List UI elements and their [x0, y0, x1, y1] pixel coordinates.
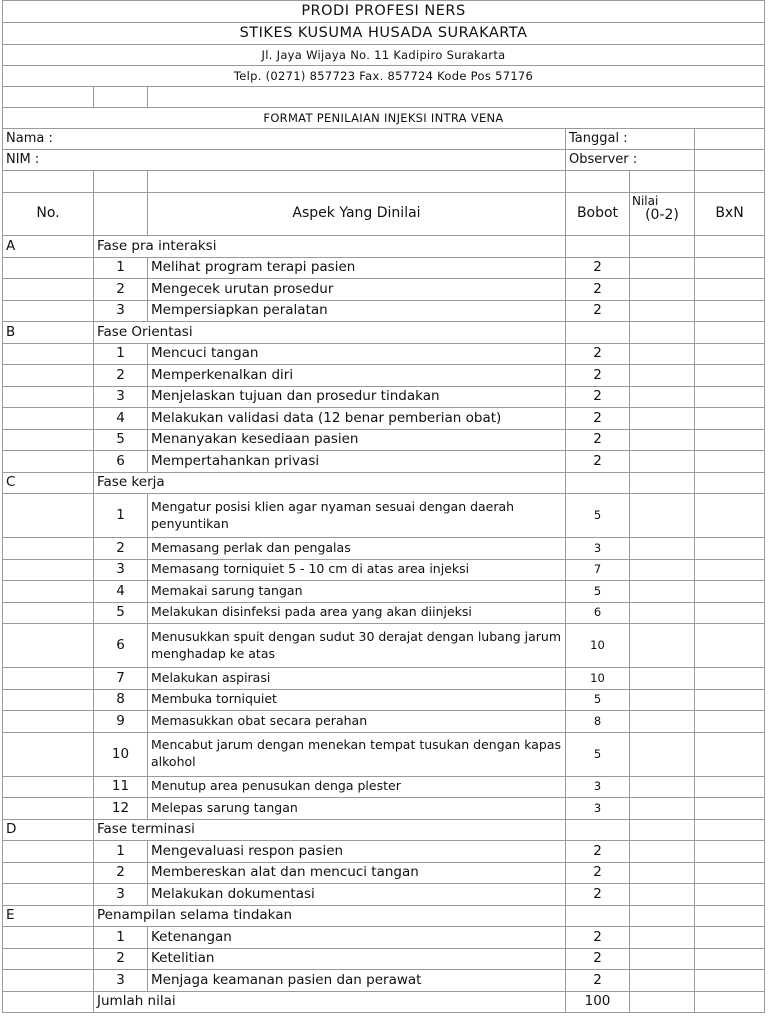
item-bobot: 7	[566, 559, 630, 581]
table-row	[3, 257, 765, 279]
bxn-cell	[695, 257, 765, 279]
item-bobot: 2	[566, 429, 630, 451]
table-row	[3, 862, 765, 884]
nilai-cell[interactable]	[630, 927, 695, 949]
col-header-bobot: Bobot	[566, 193, 630, 236]
table-row	[3, 559, 765, 581]
empty-cell	[3, 970, 94, 992]
empty-cell	[3, 408, 94, 430]
item-number: 4	[94, 581, 148, 603]
bxn-cell	[695, 798, 765, 820]
bobot-cell	[566, 472, 630, 494]
table-row	[3, 343, 765, 365]
bxn-cell	[695, 970, 765, 992]
bxn-cell	[695, 711, 765, 733]
nilai-cell[interactable]	[630, 386, 695, 408]
nilai-cell[interactable]	[630, 841, 695, 863]
table-row	[3, 948, 765, 970]
empty-cell	[3, 776, 94, 798]
item-text: Melihat program terapi pasien	[148, 257, 566, 279]
item-number: 1	[94, 841, 148, 863]
bobot-cell	[566, 819, 630, 841]
bxn-cell	[695, 451, 765, 473]
item-text: Mengatur posisi klien agar nyaman sesuai dengan daerah penyuntikan	[148, 494, 566, 538]
institution-name: STIKES KUSUMA HUSADA SURAKARTA	[3, 23, 765, 45]
item-text: Memakai sarung tangan	[148, 581, 566, 603]
bxn-cell	[695, 732, 765, 776]
bxn-cell	[695, 300, 765, 322]
table-row	[3, 732, 765, 776]
section-letter: B	[3, 322, 94, 344]
empty-cell	[3, 689, 94, 711]
section-row	[3, 236, 765, 258]
col-header-nilai	[630, 193, 695, 236]
section-title: Fase Orientasi	[94, 322, 566, 344]
bxn-cell	[695, 494, 765, 538]
bxn-cell	[695, 841, 765, 863]
table-row	[3, 841, 765, 863]
item-number: 6	[94, 624, 148, 668]
institution-program: PRODI PROFESI NERS	[3, 1, 765, 23]
item-bobot: 2	[566, 386, 630, 408]
empty-cell	[630, 171, 695, 193]
item-bobot: 5	[566, 689, 630, 711]
nilai-cell[interactable]	[630, 798, 695, 820]
bxn-cell	[695, 429, 765, 451]
nilai-cell[interactable]	[630, 494, 695, 538]
item-number: 3	[94, 970, 148, 992]
section-letter: A	[3, 236, 94, 258]
item-bobot: 5	[566, 581, 630, 603]
section-row	[3, 472, 765, 494]
table-row	[3, 776, 765, 798]
section-title: Penampilan selama tindakan	[94, 905, 566, 927]
table-row	[3, 581, 765, 603]
bxn-cell	[695, 624, 765, 668]
item-text: Memasang perlak dan pengalas	[148, 538, 566, 560]
assessment-sheet	[2, 0, 764, 1013]
item-text: Menanyakan kesediaan pasien	[148, 429, 566, 451]
item-text: Melepas sarung tangan	[148, 798, 566, 820]
nim-field[interactable]: NIM :	[3, 150, 566, 171]
item-number: 1	[94, 343, 148, 365]
empty-cell	[3, 884, 94, 906]
nilai-cell[interactable]	[630, 948, 695, 970]
empty-cell	[3, 711, 94, 733]
nilai-cell[interactable]	[630, 668, 695, 690]
empty-cell	[3, 927, 94, 949]
nilai-cell[interactable]	[630, 884, 695, 906]
observer-field[interactable]: Observer :	[566, 150, 695, 171]
item-number: 5	[94, 602, 148, 624]
item-text: Membuka torniquiet	[148, 689, 566, 711]
item-number: 12	[94, 798, 148, 820]
nilai-cell[interactable]	[630, 538, 695, 560]
empty-cell	[3, 559, 94, 581]
item-number: 1	[94, 494, 148, 538]
bxn-cell	[695, 538, 765, 560]
empty-cell	[3, 451, 94, 473]
item-text: Mempertahankan privasi	[148, 451, 566, 473]
item-text: Ketelitian	[148, 948, 566, 970]
section-title: Fase terminasi	[94, 819, 566, 841]
nilai-cell[interactable]	[630, 429, 695, 451]
bobot-cell	[566, 905, 630, 927]
table-row	[3, 429, 765, 451]
item-number: 3	[94, 300, 148, 322]
bxn-cell	[695, 884, 765, 906]
tanggal-field[interactable]: Tanggal :	[566, 129, 695, 150]
item-text: Menutup area penusukan denga plester	[148, 776, 566, 798]
assessment-rows	[3, 236, 765, 1013]
nilai-cell[interactable]	[630, 689, 695, 711]
nilai-cell[interactable]	[630, 711, 695, 733]
table-row	[3, 279, 765, 301]
item-bobot: 10	[566, 668, 630, 690]
nilai-cell[interactable]	[630, 451, 695, 473]
bxn-cell	[695, 668, 765, 690]
item-number: 2	[94, 538, 148, 560]
bxn-cell	[695, 862, 765, 884]
empty-cell	[3, 87, 94, 108]
item-text: Mencuci tangan	[148, 343, 566, 365]
item-bobot: 2	[566, 862, 630, 884]
nilai-cell[interactable]	[630, 365, 695, 387]
form-title: FORMAT PENILAIAN INJEKSI INTRA VENA	[3, 108, 765, 129]
nilai-cell[interactable]	[630, 970, 695, 992]
table-row	[3, 300, 765, 322]
empty-cell	[3, 279, 94, 301]
empty-cell	[3, 581, 94, 603]
total-row	[3, 991, 765, 1012]
institution-contact: Telp. (0271) 857723 Fax. 857724 Kode Pos 57176	[3, 66, 765, 87]
nilai-cell[interactable]	[630, 905, 695, 927]
nilai-cell[interactable]	[630, 862, 695, 884]
empty-cell	[695, 171, 765, 193]
item-number: 6	[94, 451, 148, 473]
empty-cell	[148, 87, 765, 108]
table-row	[3, 451, 765, 473]
institution-address: Jl. Jaya Wijaya No. 11 Kadipiro Surakarta	[3, 45, 765, 66]
nilai-cell[interactable]	[630, 732, 695, 776]
item-text: Melakukan validasi data (12 benar pemberian obat)	[148, 408, 566, 430]
empty-cell	[3, 668, 94, 690]
nilai-cell[interactable]	[630, 581, 695, 603]
section-title: Fase kerja	[94, 472, 566, 494]
table-row	[3, 624, 765, 668]
bobot-cell	[566, 236, 630, 258]
nilai-cell[interactable]	[630, 343, 695, 365]
bxn-cell	[695, 776, 765, 798]
bxn-cell	[695, 689, 765, 711]
item-bobot: 2	[566, 841, 630, 863]
section-row	[3, 322, 765, 344]
item-bobot: 2	[566, 451, 630, 473]
empty-cell	[695, 129, 765, 150]
empty-cell	[3, 948, 94, 970]
bxn-cell	[695, 819, 765, 841]
table-row	[3, 494, 765, 538]
table-row	[3, 408, 765, 430]
nilai-cell[interactable]	[630, 819, 695, 841]
item-number: 3	[94, 386, 148, 408]
item-text: Mempersiapkan peralatan	[148, 300, 566, 322]
section-letter: D	[3, 819, 94, 841]
empty-cell	[3, 365, 94, 387]
item-text: Menusukkan spuit dengan sudut 30 derajat dengan lubang jarum menghadap ke atas	[148, 624, 566, 668]
item-text: Melakukan disinfeksi pada area yang akan diinjeksi	[148, 602, 566, 624]
bobot-cell	[566, 322, 630, 344]
item-number: 4	[94, 408, 148, 430]
item-bobot: 2	[566, 408, 630, 430]
item-bobot: 3	[566, 776, 630, 798]
section-letter: E	[3, 905, 94, 927]
item-bobot: 2	[566, 365, 630, 387]
item-bobot: 2	[566, 970, 630, 992]
table-row	[3, 668, 765, 690]
empty-cell	[94, 171, 148, 193]
bxn-cell	[695, 948, 765, 970]
empty-cell	[148, 171, 566, 193]
item-bobot: 2	[566, 948, 630, 970]
nilai-cell[interactable]	[630, 322, 695, 344]
nilai-cell[interactable]	[630, 408, 695, 430]
empty-cell	[3, 991, 94, 1012]
bxn-cell	[695, 602, 765, 624]
table-row	[3, 711, 765, 733]
nama-field[interactable]: Nama :	[3, 129, 566, 150]
bxn-cell	[695, 927, 765, 949]
item-text: Membereskan alat dan mencuci tangan	[148, 862, 566, 884]
item-text: Memasukkan obat secara perahan	[148, 711, 566, 733]
col-header-no: No.	[3, 193, 94, 236]
bxn-cell	[695, 472, 765, 494]
empty-cell	[3, 386, 94, 408]
item-text: Memasang torniquiet 5 - 10 cm di atas area injeksi	[148, 559, 566, 581]
item-number: 11	[94, 776, 148, 798]
item-bobot: 2	[566, 257, 630, 279]
item-text: Mengecek urutan prosedur	[148, 279, 566, 301]
item-bobot: 5	[566, 732, 630, 776]
empty-cell	[3, 171, 94, 193]
item-number: 2	[94, 862, 148, 884]
nilai-cell[interactable]	[630, 991, 695, 1012]
nilai-label: Nilai	[632, 194, 659, 208]
item-number: 3	[94, 884, 148, 906]
item-bobot: 2	[566, 884, 630, 906]
empty-cell	[3, 732, 94, 776]
bxn-cell	[695, 905, 765, 927]
nilai-range: (0-2)	[645, 207, 679, 224]
item-number: 1	[94, 257, 148, 279]
item-bobot: 2	[566, 927, 630, 949]
item-number: 2	[94, 365, 148, 387]
nilai-cell[interactable]	[630, 300, 695, 322]
table-row	[3, 927, 765, 949]
nilai-cell[interactable]	[630, 279, 695, 301]
item-number: 2	[94, 948, 148, 970]
empty-cell	[3, 343, 94, 365]
bxn-cell	[695, 279, 765, 301]
item-number: 9	[94, 711, 148, 733]
item-text: Menjaga keamanan pasien dan perawat	[148, 970, 566, 992]
section-letter: C	[3, 472, 94, 494]
table-row	[3, 365, 765, 387]
item-number: 8	[94, 689, 148, 711]
nilai-cell[interactable]	[630, 236, 695, 258]
item-text: Mengevaluasi respon pasien	[148, 841, 566, 863]
item-bobot: 3	[566, 798, 630, 820]
nilai-cell[interactable]	[630, 776, 695, 798]
item-text: Melakukan aspirasi	[148, 668, 566, 690]
item-bobot: 8	[566, 711, 630, 733]
item-text: Mencabut jarum dengan menekan tempat tusukan dengan kapas alkohol	[148, 732, 566, 776]
col-header-sub	[94, 193, 148, 236]
section-title: Fase pra interaksi	[94, 236, 566, 258]
item-bobot: 10	[566, 624, 630, 668]
bxn-cell	[695, 386, 765, 408]
section-row	[3, 905, 765, 927]
bxn-cell	[695, 559, 765, 581]
bxn-cell	[695, 581, 765, 603]
empty-cell	[3, 494, 94, 538]
item-text: Ketenangan	[148, 927, 566, 949]
item-text: Menjelaskan tujuan dan prosedur tindakan	[148, 386, 566, 408]
bxn-cell	[695, 343, 765, 365]
table-row	[3, 970, 765, 992]
empty-cell	[3, 798, 94, 820]
empty-cell	[566, 171, 630, 193]
empty-cell	[3, 862, 94, 884]
bxn-cell	[695, 408, 765, 430]
col-header-aspek: Aspek Yang Dinilai	[148, 193, 566, 236]
section-row	[3, 819, 765, 841]
assessment-table	[2, 0, 765, 1013]
bxn-cell	[695, 322, 765, 344]
empty-cell	[94, 87, 148, 108]
empty-cell	[3, 257, 94, 279]
empty-cell	[695, 150, 765, 171]
total-bobot: 100	[566, 991, 630, 1012]
nilai-cell[interactable]	[630, 624, 695, 668]
total-label: Jumlah nilai	[94, 991, 566, 1012]
item-number: 5	[94, 429, 148, 451]
item-number: 10	[94, 732, 148, 776]
item-number: 2	[94, 279, 148, 301]
empty-cell	[3, 300, 94, 322]
item-bobot: 2	[566, 343, 630, 365]
table-row	[3, 538, 765, 560]
empty-cell	[3, 624, 94, 668]
table-row	[3, 798, 765, 820]
empty-cell	[3, 841, 94, 863]
table-row	[3, 602, 765, 624]
item-bobot: 6	[566, 602, 630, 624]
item-text: Memperkenalkan diri	[148, 365, 566, 387]
empty-cell	[3, 538, 94, 560]
bxn-cell	[695, 236, 765, 258]
item-bobot: 2	[566, 300, 630, 322]
nilai-cell[interactable]	[630, 559, 695, 581]
nilai-cell[interactable]	[630, 472, 695, 494]
nilai-cell[interactable]	[630, 257, 695, 279]
bxn-cell	[695, 991, 765, 1012]
nilai-cell[interactable]	[630, 602, 695, 624]
bxn-cell	[695, 365, 765, 387]
item-bobot: 2	[566, 279, 630, 301]
col-header-bxn: BxN	[695, 193, 765, 236]
empty-cell	[3, 429, 94, 451]
item-number: 1	[94, 927, 148, 949]
table-row	[3, 884, 765, 906]
item-bobot: 3	[566, 538, 630, 560]
item-text: Melakukan dokumentasi	[148, 884, 566, 906]
empty-cell	[3, 602, 94, 624]
item-number: 3	[94, 559, 148, 581]
table-row	[3, 386, 765, 408]
item-number: 7	[94, 668, 148, 690]
table-row	[3, 689, 765, 711]
item-bobot: 5	[566, 494, 630, 538]
